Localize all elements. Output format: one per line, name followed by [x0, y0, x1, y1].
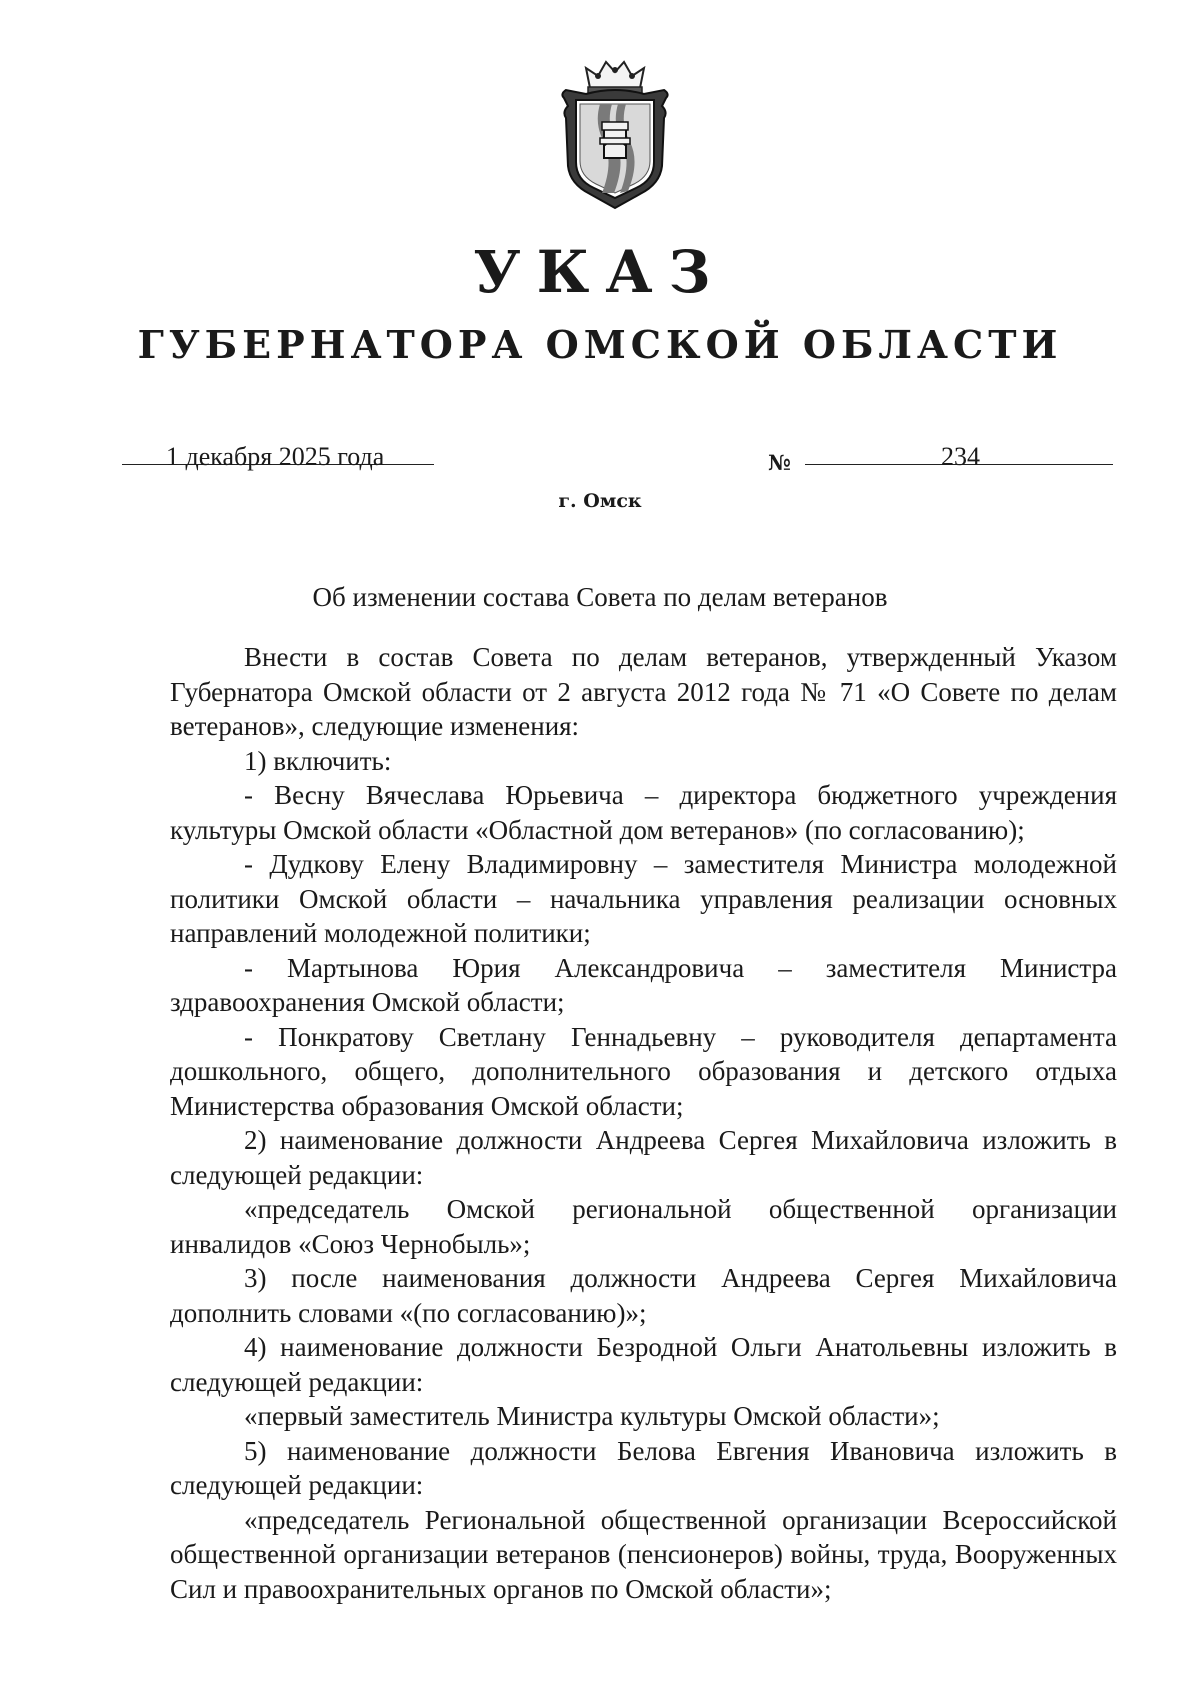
document-title: Об изменении состава Совета по делам ветеранов: [312, 582, 888, 612]
city-label: г. Омск: [558, 490, 642, 512]
paragraph: Внести в состав Совета по делам ветеранов, утвержденный Указом Губернатора Омской области от 2 августа 2012 года № 71 «О Совете по делам ветеранов», следующие изменения:: [170, 642, 1117, 741]
paragraph: - Понкратову Светлану Геннадьевну – руководителя департамента дошкольного, общего, дополнительного образования и детского отдыха Министерства образования Омской области;: [170, 1021, 1117, 1121]
paragraph: «первый заместитель Министра культуры Омской области»;: [244, 1401, 940, 1431]
paragraph: 1) включить:: [244, 745, 392, 776]
decree-number: 234: [941, 442, 980, 471]
issuer-heading: ГУБЕРНАТОРА ОМСКОЙ ОБЛАСТИ: [137, 322, 1063, 367]
paragraph: - Мартынова Юрия Александровича – заместителя Министра здравоохранения Омской области;: [170, 952, 1117, 1017]
paragraph: - Весну Вячеслава Юрьевича – директора бюджетного учреждения культуры Омской области «Областной дом ветеранов» (по согласованию);: [170, 780, 1117, 845]
number-sign: №: [768, 450, 791, 475]
decree-heading: УКАЗ: [473, 238, 727, 306]
paragraph: 3) после наименования должности Андреева Сергея Михайловича дополнить словами «(по согласованию)»;: [170, 1263, 1117, 1328]
paragraph: 5) наименование должности Белова Евгения Ивановича изложить в следующей редакции:: [170, 1435, 1117, 1500]
document-body: [170, 640, 1117, 1606]
paragraph: «председатель Региональной общественной организации Всероссийской общественной организации ветеранов (пенсионеров) войны, труда, Вооруженных Сил и правоохранительных органов по Омской области»;: [170, 1504, 1117, 1604]
paragraph: 2) наименование должности Андреева Сергея Михайловича изложить в следующей редакции:: [170, 1125, 1117, 1190]
paragraph: 4) наименование должности Безродной Ольги Анатольевны изложить в следующей редакции:: [170, 1332, 1117, 1397]
coat-of-arms-icon: [556, 54, 674, 212]
decree-date: 1 декабря 2025 года: [166, 442, 385, 471]
paragraph: - Дудкову Елену Владимировну – заместителя Министра молодежной политики Омской области – начальника управления реализации основных направлений молодежной политики;: [170, 849, 1117, 948]
paragraph: «председатель Омской региональной общественной организации инвалидов «Союз Чернобыль»;: [170, 1194, 1117, 1259]
